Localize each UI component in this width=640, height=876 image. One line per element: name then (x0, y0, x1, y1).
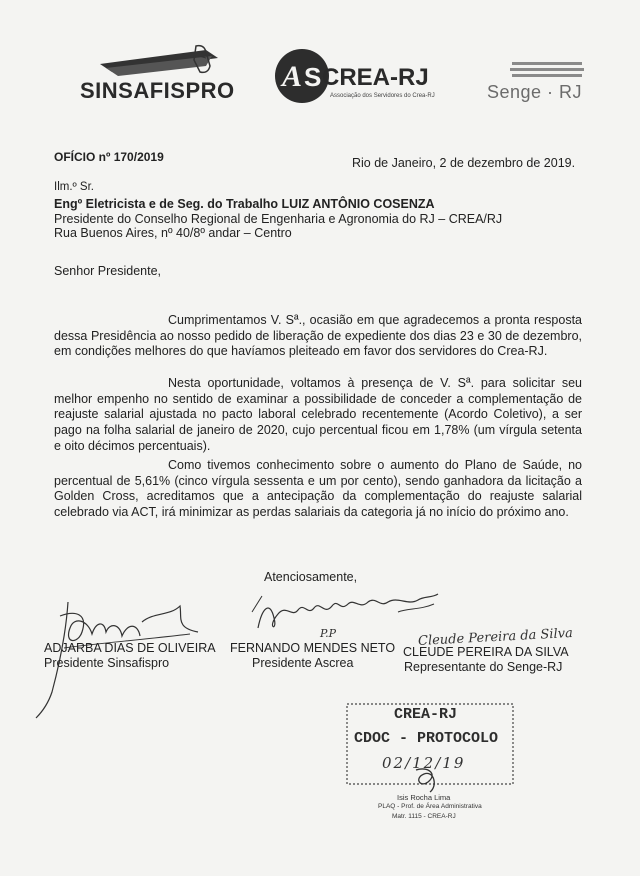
stamp-receiver-role: PLAQ - Prof. de Área Administrativa (378, 803, 482, 810)
body-paragraph-3 (54, 458, 582, 521)
crea-subtitle: Associação dos Servidores do Crea-RJ (330, 93, 435, 99)
date-line: Rio de Janeiro, 2 de dezembro de 2019. (352, 156, 576, 170)
svg-text:A: A (282, 60, 303, 93)
signatory-3-title: Representante do Senge-RJ (404, 660, 563, 674)
body-paragraph-1-text: Cumprimentamos V. Sª., ocasião em que agradecemos a pronta resposta dessa Presidência ao nosso pedido de liberação de expediente dos dias 23 e 30 de dezembro, em condições melhores do que havíamos pleiteado em favor dos servidores do Crea-RJ. (54, 313, 582, 359)
pp-mark: P.P (320, 627, 337, 640)
addressee-role: Presidente do Conselho Regional de Engenharia e Agronomia do RJ – CREA/RJ (54, 212, 503, 226)
closing: Atenciosamente, (264, 570, 358, 584)
addressee-name-prefix: Engº Eletricista e de Seg. do Trabalho (54, 197, 282, 211)
body-paragraph-1 (54, 313, 582, 360)
addressee-name-line (54, 197, 435, 212)
stamp-receiver-name: Isis Rocha Lima (397, 793, 451, 802)
stamp-line-1: CREA-RJ (394, 706, 458, 723)
signatory-1-name: ADJARBA DIAS DE OLIVEIRA (44, 641, 216, 655)
signature-cleude: Cleude Pereira da Silva (417, 625, 574, 650)
signatory-1-title: Presidente Sinsafispro (44, 656, 170, 670)
addressee-title: Ilm.º Sr. (54, 181, 94, 193)
senge-dots-icon (510, 60, 590, 82)
signatory-3-name: CLEUDE PEREIRA DA SILVA (403, 645, 569, 659)
senge-logo-text: Senge · RJ (487, 82, 583, 102)
stamp-receiver-id: Matr. 1115 - CREA-RJ (392, 813, 456, 820)
addressee-name: LUIZ ANTÔNIO COSENZA (281, 197, 435, 211)
senge-logo (510, 60, 590, 82)
body-paragraph-2-text: Nesta oportunidade, voltamos à presença de V. Sª. para solicitar seu melhor empenho no sentido de examinar a possibilidade de conceder a complementação de reajuste salarial ajustada no pacto laboral celebrado recentemente (Acordo Coletivo), a ser pago na folha salarial de janeiro de 2020, cujo percentual ficou em 1,78% (um vírgula setenta e oito décimos percentuais). (54, 376, 582, 453)
reference-number: OFÍCIO nº 170/2019 (54, 150, 164, 164)
signatory-2-name: FERNANDO MENDES NETO (230, 641, 396, 655)
stamp-date: 02/12/19 (382, 754, 466, 772)
stamp-line-2: CDOC - PROTOCOLO (354, 730, 499, 747)
body-paragraph-2 (54, 376, 582, 455)
crea-rj-logo-text: CREA-RJ (322, 64, 429, 91)
greeting: Senhor Presidente, (54, 264, 162, 278)
body-paragraph-3-text: Como tivemos conhecimento sobre o aumento do Plano de Saúde, no percentual de 5,61% (cinco vírgula sessenta e um por cento), sendo ganhadora da licitação a Golden Cross, acreditamos que a antecipação da complementação do reajuste salarial celebrado via ACT, irá minimizar as perdas salariais da categoria já no início do próximo ano. (54, 458, 582, 520)
signatory-2-title: Presidente Ascrea (252, 656, 354, 670)
svg-text:S: S (304, 62, 322, 92)
addressee-address: Rua Buenos Aires, nº 40/8º andar – Centro (54, 226, 292, 240)
sinsafispro-logo-text: SINSAFISPRO (80, 78, 235, 103)
stamp-initials (408, 764, 448, 796)
